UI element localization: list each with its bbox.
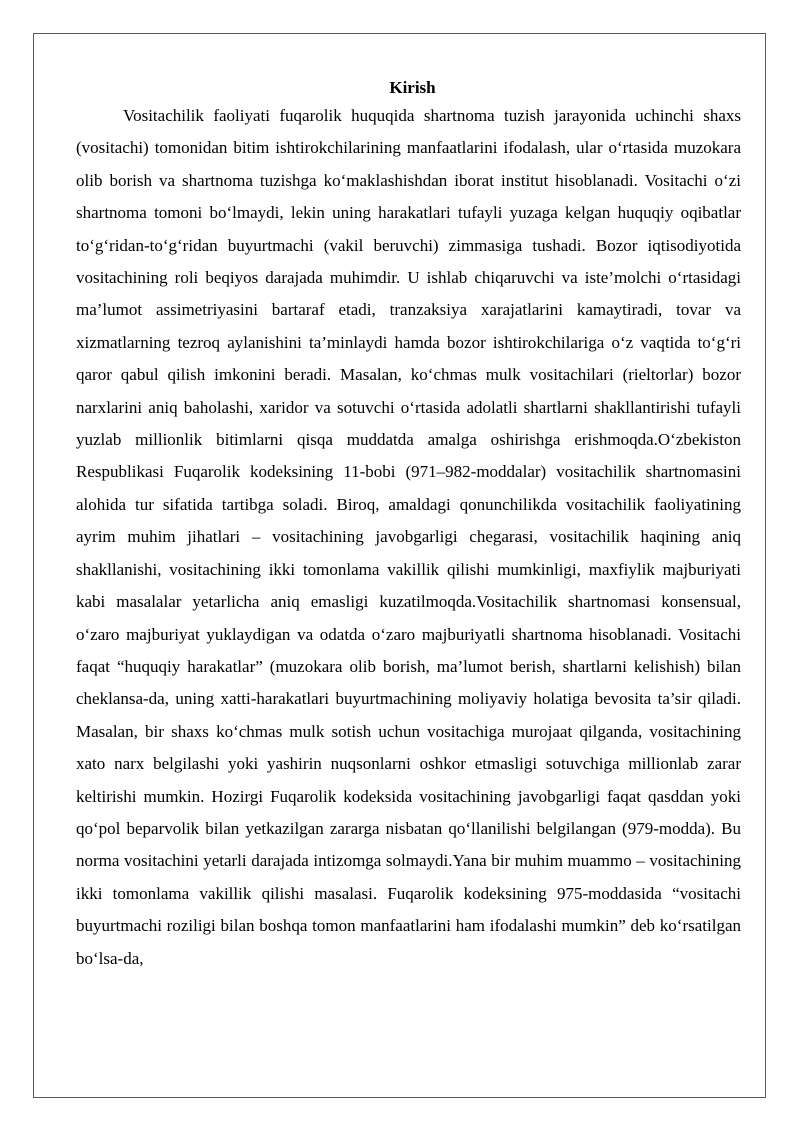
document-title: Kirish <box>389 78 436 97</box>
document-content <box>76 76 741 975</box>
document-paragraph: Vositachilik faoliyati fuqarolik huquqida shartnoma tuzish jarayonida uchinchi shaxs (vositachi) tomonidan bitim ishtirokchilarining manfaatlarini ifodalash, ular o‘rtasida muzokara olib borish va shartnoma tuzishga ko‘maklashishdan iborat institut hisoblanadi. Vositachi o‘zi shartnoma tomoni bo‘lmaydi, lekin uning harakatlari tufayli yuzaga kelgan huquqiy oqibatlar to‘g‘ridan-to‘g‘ridan buyurtmachi (vakil beruvchi) zimmasiga tushadi. Bozor iqtisodiyotida vositachining roli beqiyos darajada muhimdir. U ishlab chiqaruvchi va iste’molchi o‘rtasidagi ma’lumot assimetriyasini bartaraf etadi, tranzaksiya xarajatlarini kamaytiradi, tovar va xizmatlarning tezroq aylanishini ta’minlaydi hamda bozor ishtirokchilariga o‘z vaqtida to‘g‘ri qaror qabul qilish imkonini beradi. Masalan, ko‘chmas mulk vositachilari (rieltorlar) bozor narxlarini aniq baholashi, xaridor va sotuvchi o‘rtasida adolatli shartlarni shakllantirishi tufayli yuzlab millionlik bitimlarni qisqa muddatda amalga oshirishga erishmoqda.O‘zbekiston Respublikasi Fuqarolik kodeksining 11-bobi (971–982-moddalar) vositachilik shartnomasini alohida tur sifatida tartibga soladi. Biroq, amaldagi qonunchilikda vositachilik faoliyatining ayrim muhim jihatlari – vositachining javobgarligi chegarasi, vositachilik haqining aniq shakllanishi, vositachining ikki tomonlama vakillik qilishi mumkinligi, maxfiylik majburiyati kabi masalalar yetarlicha aniq emasligi kuzatilmoqda.Vositachilik shartnomasi konsensual, o‘zaro majburiyat yuklaydigan va odatda o‘zaro majburiyatli shartnoma hisoblanadi. Vositachi faqat “huquqiy harakatlar” (muzokara olib borish, ma’lumot berish, shartlarni kelishish) bilan cheklansa-da, uning xatti-harakatlari buyurtmachining moliyaviy holatiga bevosita ta’sir qiladi. Masalan, bir shaxs ko‘chmas mulk sotish uchun vositachiga murojaat qilganda, vositachining xato narx belgilashi yoki yashirin nuqsonlarni oshkor etmasligi sotuvchiga millionlab zarar keltirishi mumkin. Hozirgi Fuqarolik kodeksida vositachining javobgarligi faqat qasddan yoki qo‘pol beparvolik bilan yetkazilgan zararga nisbatan qo‘llanilishi belgilangan (979-modda). Bu norma vositachini yetarli darajada intizomga solmaydi.Yana bir muhim muammo – vositachining ikki tomonlama vakillik qilishi masalasi. Fuqarolik kodeksining 975-moddasida “vositachi buyurtmachi roziligi bilan boshqa tomon manfaatlarini ham ifodalashi mumkin” deb ko‘rsatilgan bo‘lsa-da, <box>76 106 741 968</box>
